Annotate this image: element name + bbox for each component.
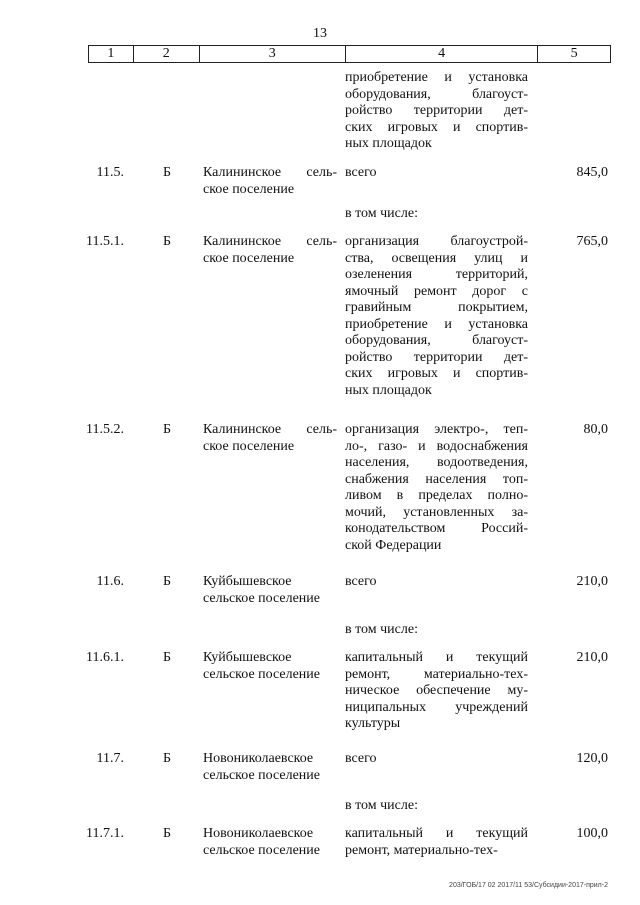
text-line: снабжения населения топ- bbox=[345, 471, 528, 487]
municipality-name bbox=[203, 422, 337, 455]
municipality-name bbox=[203, 165, 337, 198]
text-line: оборудования, благоуст- bbox=[345, 86, 528, 102]
row-number: 11.6.1. bbox=[86, 650, 124, 665]
text-line: ямочный ремонт дорог с bbox=[345, 283, 528, 299]
municipality-name bbox=[203, 574, 337, 607]
row-category: Б bbox=[162, 165, 172, 180]
text-line: культуры bbox=[345, 716, 401, 731]
row-category: Б bbox=[162, 650, 172, 665]
text-line: Куйбышевское bbox=[203, 650, 292, 665]
text-line: ских игровых и спортив- bbox=[345, 366, 528, 381]
purpose-text bbox=[345, 650, 528, 733]
text-line: Куйбышевское bbox=[203, 574, 292, 589]
text-line: мочий, установленных за- bbox=[345, 504, 528, 520]
text-line: Калининское сель- bbox=[203, 422, 337, 437]
purpose-text bbox=[345, 826, 528, 859]
document-footer: 203/ГОБ/17 02 2017/11 53/Субсидии-2017-прил-2 bbox=[449, 882, 608, 889]
table-header-row bbox=[88, 45, 611, 63]
purpose-text bbox=[345, 165, 528, 182]
purpose-continuation bbox=[345, 70, 528, 153]
text-line: приобретение и установка bbox=[345, 316, 528, 332]
amount-value: 80,0 bbox=[583, 422, 608, 437]
header-col-4: 4 bbox=[346, 46, 538, 62]
text-line: сельское поселение bbox=[203, 842, 320, 858]
purpose-text bbox=[345, 234, 528, 399]
text-line: организация электро-, теп- bbox=[345, 422, 528, 437]
municipality-name bbox=[203, 751, 337, 784]
row-number: 11.5. bbox=[96, 165, 124, 180]
header-col-3: 3 bbox=[200, 46, 346, 62]
text-line: озеленения территорий, bbox=[345, 267, 528, 282]
text-line: ло-, газо- и водоснабжения bbox=[345, 438, 528, 454]
text-line: всего bbox=[345, 165, 377, 180]
text-line: ское поселение bbox=[203, 438, 295, 454]
municipality-name bbox=[203, 650, 337, 683]
text-line: ных площадок bbox=[345, 382, 432, 398]
text-line: ремонт, материально-тех- bbox=[345, 842, 498, 858]
text-line: Калининское сель- bbox=[203, 234, 337, 249]
subtotal-label: в том числе: bbox=[345, 622, 418, 637]
row-number: 11.7. bbox=[96, 751, 124, 766]
text-line: приобретение и установка bbox=[345, 70, 528, 85]
purpose-text bbox=[345, 751, 528, 768]
text-line: Калининское сель- bbox=[203, 165, 337, 180]
row-number: 11.5.2. bbox=[86, 422, 124, 437]
page-number: 13 bbox=[313, 26, 327, 41]
municipality-name bbox=[203, 826, 337, 859]
row-category: Б bbox=[162, 422, 172, 437]
text-line: сельское поселение bbox=[203, 666, 320, 682]
text-line: ремонт, материально-тех- bbox=[345, 666, 528, 682]
text-line: сельское поселение bbox=[203, 767, 320, 783]
text-line: ливом в пределах полно- bbox=[345, 488, 528, 503]
text-line: ских игровых и спортив- bbox=[345, 119, 528, 135]
text-line: капитальный и текущий bbox=[345, 826, 528, 841]
row-category: Б bbox=[162, 751, 172, 766]
amount-value: 765,0 bbox=[576, 234, 608, 249]
row-category: Б bbox=[162, 234, 172, 249]
text-line: всего bbox=[345, 574, 377, 589]
text-line: ройство территории дет- bbox=[345, 349, 528, 365]
text-line: сельское поселение bbox=[203, 590, 320, 606]
text-line: ское поселение bbox=[203, 250, 295, 266]
row-number: 11.6. bbox=[96, 574, 124, 589]
purpose-text bbox=[345, 574, 528, 591]
subtotal-label: в том числе: bbox=[345, 798, 418, 813]
text-line: ниципальных учреждений bbox=[345, 699, 528, 715]
text-line: Новониколаевское bbox=[203, 826, 314, 841]
amount-value: 100,0 bbox=[576, 826, 608, 841]
amount-value: 120,0 bbox=[576, 751, 608, 766]
text-line: ническое обеспечение му- bbox=[345, 683, 528, 698]
row-number: 11.5.1. bbox=[86, 234, 124, 249]
text-line: организация благоустрой- bbox=[345, 234, 528, 249]
header-col-5: 5 bbox=[570, 46, 578, 61]
text-line: гравийным покрытием, bbox=[345, 300, 528, 315]
row-category: Б bbox=[162, 574, 172, 589]
text-line: Новониколаевское bbox=[203, 751, 314, 766]
text-line: ных площадок bbox=[345, 136, 432, 151]
amount-value: 210,0 bbox=[576, 650, 608, 665]
row-number: 11.7.1. bbox=[86, 826, 124, 841]
text-line: ства, освещения улиц и bbox=[345, 250, 528, 266]
header-col-1: 1 bbox=[89, 46, 134, 62]
municipality-name bbox=[203, 234, 337, 267]
amount-value: 210,0 bbox=[576, 574, 608, 589]
header-col-2: 2 bbox=[134, 46, 200, 62]
text-line: конодательством Россий- bbox=[345, 521, 528, 536]
text-line: капитальный и текущий bbox=[345, 650, 528, 665]
text-line: оборудования, благоуст- bbox=[345, 333, 528, 348]
text-line: всего bbox=[345, 751, 377, 766]
row-category: Б bbox=[162, 826, 172, 841]
purpose-text bbox=[345, 422, 528, 554]
amount-value: 845,0 bbox=[576, 165, 608, 180]
text-line: населения, водоотведения, bbox=[345, 455, 528, 470]
text-line: ское поселение bbox=[203, 181, 295, 197]
text-line: ской Федерации bbox=[345, 537, 442, 553]
text-line: ройство территории дет- bbox=[345, 103, 528, 118]
subtotal-label: в том числе: bbox=[345, 206, 418, 221]
